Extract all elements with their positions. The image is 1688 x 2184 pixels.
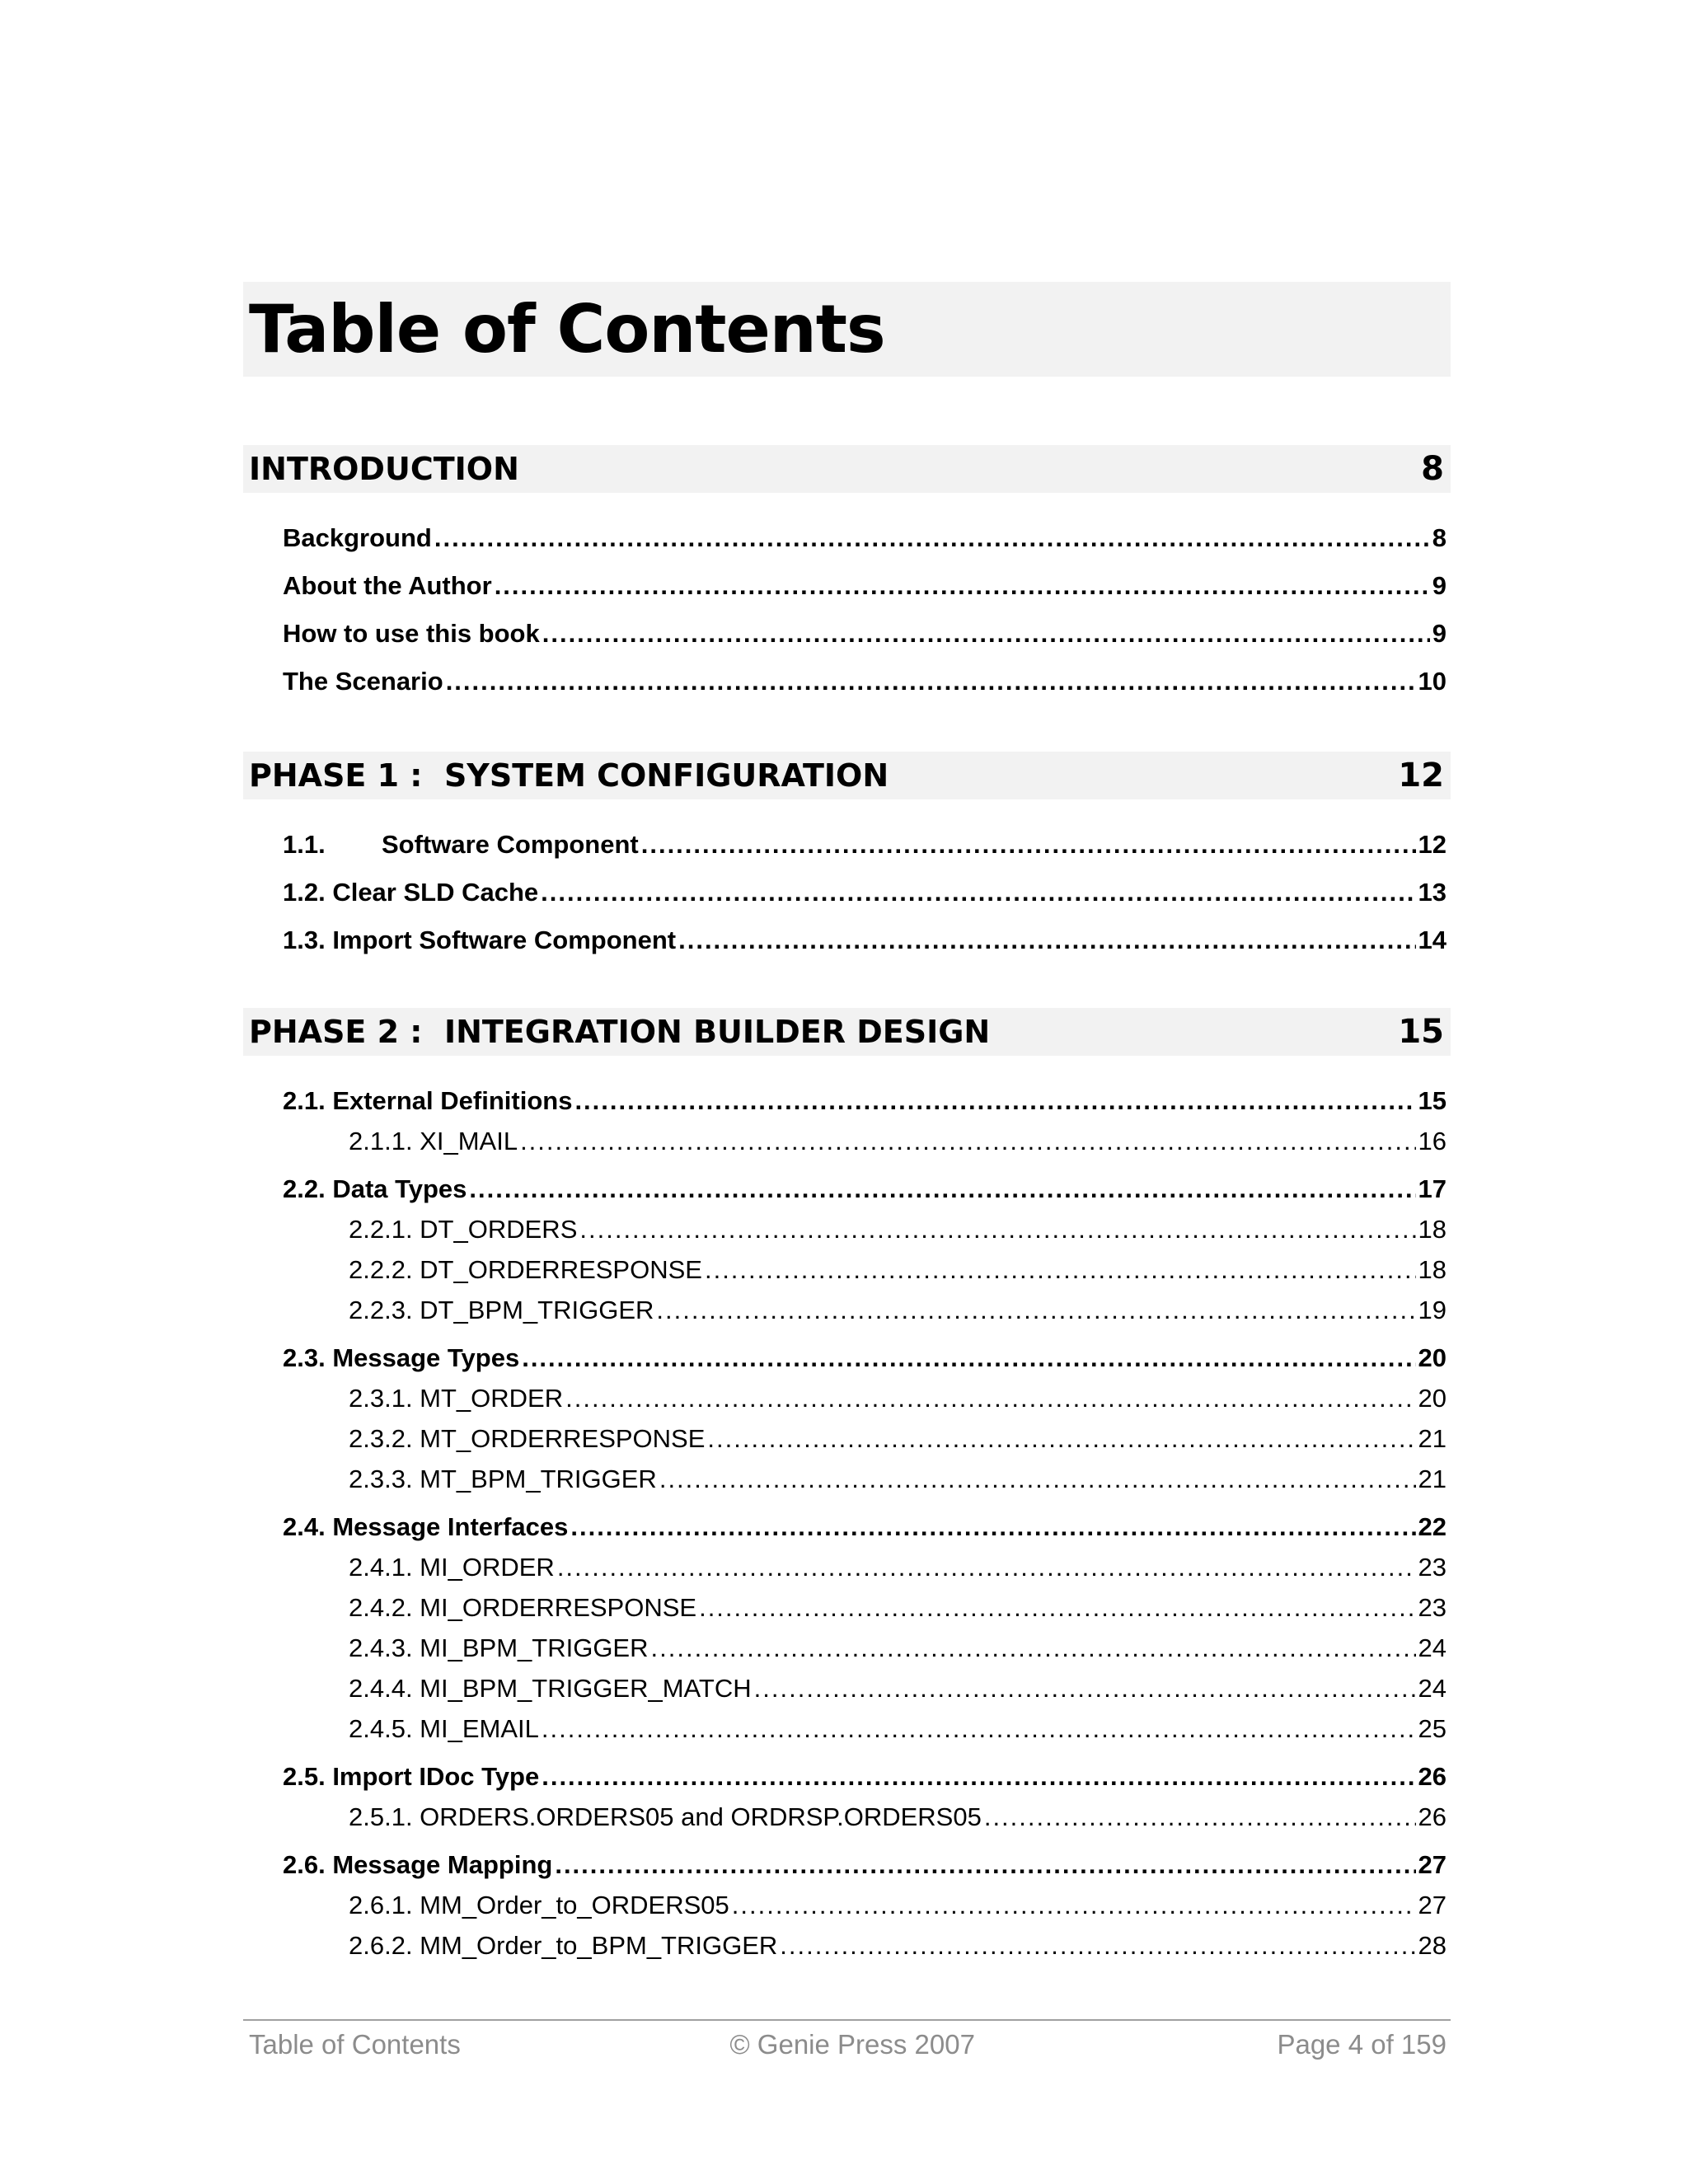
toc-entry-label: 2.6.2. MM_Order_to_BPM_TRIGGER: [349, 1931, 778, 1960]
toc-entry-background[interactable]: [283, 523, 1447, 560]
dot-leader: [659, 1465, 1416, 1494]
toc-entry-label: 2.1.1. XI_MAIL: [349, 1127, 518, 1155]
toc-entry-label: 2.2.3. DT_BPM_TRIGGER: [349, 1296, 654, 1324]
dot-leader: [579, 1215, 1415, 1244]
dot-leader: [678, 926, 1415, 955]
dot-leader: [434, 523, 1430, 553]
toc-entry-label: 2.4. Message Interfaces: [283, 1512, 569, 1541]
toc-entry-page: 21: [1418, 1424, 1447, 1453]
toc-entry-2-3[interactable]: [283, 1343, 1447, 1380]
dot-leader: [699, 1593, 1415, 1623]
toc-section-phase-1[interactable]: [243, 752, 1451, 799]
toc-entry-label: 2.4.1. MI_ORDER: [349, 1553, 555, 1582]
dot-leader: [705, 1255, 1416, 1285]
section-page: 8: [1421, 450, 1444, 488]
toc-entry-page: 28: [1418, 1931, 1447, 1960]
toc-entry-2-3-1[interactable]: [349, 1384, 1447, 1420]
toc-entry-2-3-2[interactable]: [349, 1424, 1447, 1460]
toc-entry-2-4-4[interactable]: [349, 1674, 1447, 1710]
dot-leader: [651, 1633, 1416, 1663]
toc-section-phase-2[interactable]: [243, 1008, 1451, 1056]
toc-entry-label: 2.3. Message Types: [283, 1343, 520, 1372]
toc-entry-page: 24: [1418, 1633, 1447, 1662]
toc-entry-about-author[interactable]: [283, 571, 1447, 607]
dot-leader: [446, 667, 1416, 696]
toc-entry-page: 24: [1418, 1674, 1447, 1703]
toc-entry-scenario[interactable]: [283, 667, 1447, 703]
toc-entry-label: Background: [283, 523, 432, 552]
toc-entry-label: 2.6.1. MM_Order_to_ORDERS05: [349, 1891, 729, 1919]
toc-entry-page: 14: [1418, 926, 1447, 954]
dot-leader: [522, 1343, 1415, 1373]
toc-entry-label: 2.4.3. MI_BPM_TRIGGER: [349, 1633, 649, 1662]
toc-entry-page: 22: [1418, 1512, 1447, 1541]
toc-entry-2-4-2[interactable]: [349, 1593, 1447, 1629]
title-banner: [243, 282, 1451, 377]
toc-entry-page: 8: [1432, 523, 1447, 552]
toc-entry-2-2-2[interactable]: [349, 1255, 1447, 1291]
toc-entry-label: 2.5. Import IDoc Type: [283, 1762, 540, 1791]
toc-entry-2-5[interactable]: [283, 1762, 1447, 1798]
toc-entry-2-1[interactable]: [283, 1086, 1447, 1122]
toc-entry-page: 16: [1418, 1127, 1447, 1155]
dot-leader: [732, 1891, 1416, 1920]
footer-copyright: © Genie Press 2007: [729, 2029, 975, 2060]
toc-entry-2-6-2[interactable]: [349, 1931, 1447, 1967]
toc-entry-label: 2.2. Data Types: [283, 1174, 467, 1203]
toc-entry-label: 2.5.1. ORDERS.ORDERS05 and ORDRSP.ORDERS05: [349, 1802, 982, 1831]
section-page: 15: [1398, 1013, 1444, 1051]
dot-leader: [469, 1174, 1415, 1204]
dot-leader: [557, 1553, 1416, 1582]
toc-entry-label: 2.4.2. MI_ORDERRESPONSE: [349, 1593, 697, 1622]
footer-section-name: Table of Contents: [249, 2029, 461, 2060]
section-page: 12: [1398, 757, 1444, 794]
toc-entry-page: 13: [1418, 878, 1447, 907]
toc-entry-1-3[interactable]: [283, 926, 1447, 962]
toc-entry-label: 2.2.2. DT_ORDERRESPONSE: [349, 1255, 702, 1284]
dot-leader: [542, 619, 1430, 649]
toc-entry-1-2[interactable]: [283, 878, 1447, 914]
toc-entry-page: 21: [1418, 1465, 1447, 1493]
dot-leader: [542, 1762, 1415, 1792]
toc-entry-how-to-use[interactable]: [283, 619, 1447, 655]
dot-leader: [495, 571, 1430, 601]
toc-entry-2-2-3[interactable]: [349, 1296, 1447, 1332]
page-footer: [249, 2029, 1447, 2065]
dot-leader: [780, 1931, 1415, 1961]
toc-entry-2-3-3[interactable]: [349, 1465, 1447, 1501]
toc-entry-label: 2.6. Message Mapping: [283, 1850, 553, 1879]
toc-entry-page: 20: [1418, 1343, 1447, 1372]
toc-entry-2-4-5[interactable]: [349, 1714, 1447, 1750]
toc-entry-page: 17: [1418, 1174, 1447, 1203]
toc-entry-label: 2.3.1. MT_ORDER: [349, 1384, 564, 1413]
toc-entry-page: 9: [1432, 571, 1447, 600]
toc-section-introduction[interactable]: [243, 445, 1451, 493]
toc-entry-label: 2.3.3. MT_BPM_TRIGGER: [349, 1465, 657, 1493]
toc-entry-label: About the Author: [283, 571, 492, 600]
toc-entry-label: 1.3. Import Software Component: [283, 926, 677, 954]
toc-entry-page: 23: [1418, 1553, 1447, 1582]
toc-entry-page: 27: [1418, 1891, 1447, 1919]
toc-entry-label: How to use this book: [283, 619, 540, 648]
toc-entry-label: 1.2. Clear SLD Cache: [283, 878, 539, 907]
section-title: PHASE 2 : INTEGRATION BUILDER DESIGN: [249, 1014, 991, 1050]
toc-entry-2-4[interactable]: [283, 1512, 1447, 1549]
toc-entry-2-2[interactable]: [283, 1174, 1447, 1211]
page-title: Table of Contents: [249, 291, 885, 368]
toc-entry-2-6-1[interactable]: [349, 1891, 1447, 1927]
dot-leader: [641, 830, 1416, 860]
toc-entry-2-5-1[interactable]: [349, 1802, 1447, 1839]
toc-entry-page: 20: [1418, 1384, 1447, 1413]
footer-page-number: Page 4 of 159: [1277, 2029, 1447, 2060]
toc-entry-label: 2.1. External Definitions: [283, 1086, 573, 1115]
dot-leader: [754, 1674, 1416, 1704]
toc-entry-2-1-1[interactable]: [349, 1127, 1447, 1163]
toc-entry-2-6[interactable]: [283, 1850, 1447, 1886]
toc-entry-2-2-1[interactable]: [349, 1215, 1447, 1251]
toc-entry-label: 2.4.5. MI_EMAIL: [349, 1714, 539, 1743]
toc-entry-page: 25: [1418, 1714, 1447, 1743]
toc-entry-label: The Scenario: [283, 667, 443, 696]
toc-entry-page: 26: [1418, 1762, 1447, 1791]
dot-leader: [984, 1802, 1416, 1832]
section-title: INTRODUCTION: [249, 451, 519, 487]
dot-leader: [570, 1512, 1415, 1542]
toc-entry-page: 10: [1418, 667, 1447, 696]
dot-leader: [565, 1384, 1415, 1413]
toc-entry-2-4-3[interactable]: [349, 1633, 1447, 1670]
toc-entry-1-1[interactable]: [283, 830, 1447, 866]
toc-entry-label: 2.3.2. MT_ORDERRESPONSE: [349, 1424, 706, 1453]
toc-entry-page: 12: [1418, 830, 1447, 859]
toc-entry-page: 18: [1418, 1255, 1447, 1284]
toc-entry-number: 1.1.: [283, 830, 326, 859]
dot-leader: [541, 878, 1415, 907]
dot-leader: [520, 1127, 1415, 1156]
toc-entry-page: 15: [1418, 1086, 1447, 1115]
toc-entry-2-4-1[interactable]: [349, 1553, 1447, 1589]
toc-entry-page: 23: [1418, 1593, 1447, 1622]
footer-divider: [243, 2019, 1451, 2021]
toc-entry-page: 27: [1418, 1850, 1447, 1879]
toc-entry-label: 2.2.1. DT_ORDERS: [349, 1215, 578, 1244]
dot-leader: [555, 1850, 1415, 1880]
toc-entry-label: Software Component: [382, 830, 639, 859]
section-title: PHASE 1 : SYSTEM CONFIGURATION: [249, 757, 889, 794]
dot-leader: [542, 1714, 1416, 1744]
toc-entry-page: 18: [1418, 1215, 1447, 1244]
dot-leader: [574, 1086, 1415, 1116]
toc-entry-page: 9: [1432, 619, 1447, 648]
toc-entry-page: 26: [1418, 1802, 1447, 1831]
toc-entry-page: 19: [1418, 1296, 1447, 1324]
dot-leader: [656, 1296, 1415, 1325]
toc-entry-label: 2.4.4. MI_BPM_TRIGGER_MATCH: [349, 1674, 752, 1703]
dot-leader: [707, 1424, 1415, 1454]
